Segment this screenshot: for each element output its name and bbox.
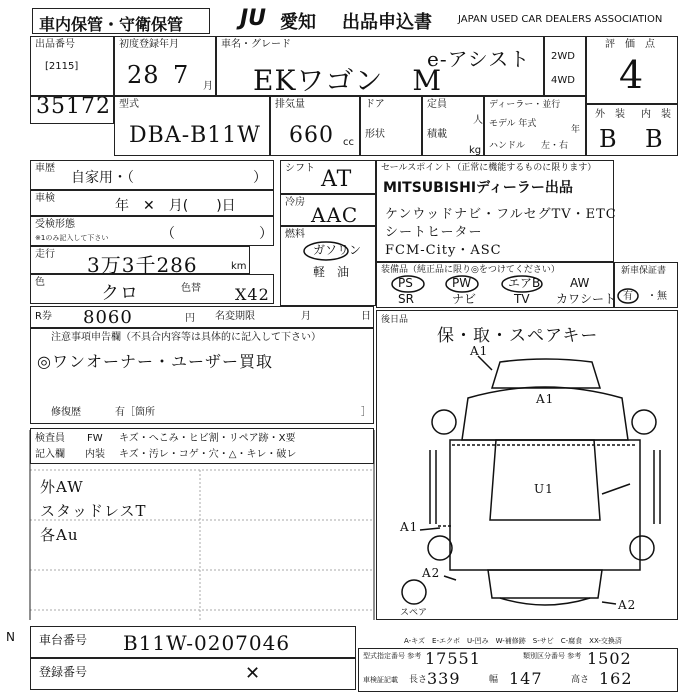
- damage-mark-left-rear: A2: [422, 566, 441, 580]
- inspector-label-2: 記入欄: [35, 449, 65, 460]
- model-cell: [114, 96, 270, 156]
- reg-month: 7: [173, 61, 190, 89]
- dealer-cell: [484, 96, 586, 156]
- car-cell: [216, 36, 544, 96]
- equip-navi: ナビ: [452, 292, 477, 306]
- door-cell: [360, 96, 422, 156]
- car-name: EKワゴン M: [253, 64, 443, 97]
- acceptance-note: ※1のみ記入して下さい: [35, 234, 109, 242]
- shape-label: 形状: [365, 129, 385, 140]
- load-unit: kg: [469, 145, 482, 156]
- history-close: ）: [253, 170, 267, 186]
- history-value: 自家用・（: [71, 170, 134, 186]
- eval-score: 4: [619, 53, 645, 97]
- handle-options: 左・右: [541, 141, 569, 151]
- equip-airbag: エアB: [508, 276, 541, 290]
- aircon-value: AAC: [311, 203, 359, 227]
- aircon-label: 冷房: [285, 197, 305, 208]
- equip-ps: PS: [398, 276, 413, 290]
- disp-unit: cc: [343, 137, 354, 148]
- lot-number-cell: [30, 96, 114, 124]
- inspection-value: 年 ✕ 月( )日: [115, 198, 236, 214]
- height-label: 高さ: [571, 675, 590, 685]
- lot-number: 35172: [36, 94, 111, 119]
- mileage-cell: [30, 246, 250, 277]
- damage-mark-front: A1: [470, 344, 489, 358]
- damage-mark-hood: A1: [536, 392, 555, 406]
- warranty-cell: [614, 262, 678, 308]
- hand-note-2: スタッドレスT: [40, 502, 147, 520]
- interior-label: 内 装: [641, 109, 671, 120]
- specify-value: 17551: [425, 649, 481, 668]
- equip-tv: TV: [514, 292, 530, 306]
- mileage-value: 3万3千286: [87, 253, 198, 277]
- equip-aw: AW: [570, 276, 590, 290]
- repair-close: ］: [361, 407, 371, 418]
- reg-num-value: ✕: [245, 663, 262, 684]
- damage-legend: A-キズ E-エクボ U-凹み W-補修跡 S-サビ C-腐食 XX-交換済: [404, 637, 622, 645]
- reg-year: 28: [127, 61, 160, 89]
- color-label: 色: [35, 277, 45, 288]
- eval-cell: [586, 36, 678, 104]
- sales-line-1: ケンウッドナビ・フルセグTV・ETC: [385, 207, 617, 222]
- hand-note-1: 外AW: [40, 478, 84, 496]
- fuel-diesel: 軽 油: [313, 265, 350, 279]
- color-cell: [30, 274, 274, 304]
- damage-mark-roof: U1: [534, 482, 554, 496]
- drive-cell: [544, 36, 586, 96]
- shift-value: AT: [321, 167, 353, 192]
- damage-mark-rear: A2: [618, 598, 637, 612]
- sales-line-3: FCM-City・ASC: [385, 243, 502, 258]
- car-label: 車名・グレード: [221, 39, 291, 50]
- transfer-label: 名変期限: [215, 311, 255, 322]
- warranty-no: ・無: [647, 291, 667, 302]
- acceptance-label: 受検形態: [35, 219, 75, 230]
- lot-sub: [2115]: [45, 61, 79, 72]
- chassis-label: 車台番号: [39, 633, 88, 647]
- reg-month-unit: 月: [203, 81, 213, 92]
- fuel-label: 燃料: [285, 229, 305, 240]
- inspector-row1-label: FW: [87, 433, 103, 444]
- inspection-label: 車検: [35, 193, 55, 204]
- drive-2wd: 2WD: [551, 51, 575, 62]
- sales-label: セールスポイント（正常に機能するものに限ります）: [381, 163, 597, 173]
- org-name: 愛知: [280, 12, 316, 33]
- model-value: DBA-B11W: [129, 123, 261, 148]
- door-label: ドア: [365, 99, 385, 110]
- year-unit: 年: [571, 125, 581, 135]
- interior-grade: B: [645, 125, 664, 153]
- exterior-label: 外 装: [595, 109, 625, 120]
- mileage-label: 走行: [35, 249, 55, 260]
- reg-cell: [114, 36, 216, 96]
- drive-4wd: 4WD: [551, 75, 575, 86]
- disp-label: 排気量: [275, 99, 305, 110]
- equip-sr: SR: [398, 292, 414, 306]
- notes-label: 注意事項申告欄（不具合内容等は具体的に記入して下さい）: [51, 332, 321, 343]
- acceptance-paren: （ ）: [161, 226, 273, 242]
- transfer-day: 日: [361, 311, 371, 322]
- rear-label: 後日品: [381, 315, 409, 325]
- cap-cell: [422, 96, 484, 156]
- cap-label: 定員: [427, 99, 447, 110]
- fuel-gasoline: ガソリン: [313, 243, 362, 257]
- left-margin-mark: N: [6, 630, 15, 644]
- storage-label: 車内保管・守衛保管: [39, 15, 184, 34]
- disp-cell: [270, 96, 360, 156]
- width-label: 幅: [489, 675, 499, 685]
- warranty-label: 新車保証書: [621, 266, 667, 276]
- eval-label: 評 価 点: [605, 39, 655, 50]
- inspector-cell: [30, 428, 374, 464]
- width-value: 147: [509, 669, 543, 688]
- equip-leather-seat: カワシート: [556, 292, 617, 306]
- recycle-label: R券: [35, 311, 52, 322]
- height-value: 162: [599, 669, 633, 688]
- warranty-yes: 有: [623, 291, 633, 302]
- sales-line-2: シートヒーター: [385, 225, 483, 240]
- vehicle-doc-cell: [358, 648, 678, 692]
- repair-label: 修復歴: [51, 407, 81, 418]
- rear-text: 保・取・スペアキー: [437, 326, 599, 346]
- inspector-row2-items: キズ・汚レ・コゲ・穴・△・キレ・破レ: [119, 449, 297, 460]
- chassis-cell: [30, 626, 356, 658]
- lot-label: 出品番号: [35, 39, 75, 50]
- color-value: クロ: [101, 283, 139, 304]
- category-value: 1502: [587, 649, 632, 668]
- transfer-month: 月: [301, 311, 311, 322]
- cap-unit: 人: [473, 115, 483, 126]
- history-label: 車歴: [35, 163, 55, 174]
- acceptance-cell: [30, 216, 274, 246]
- model-year-label: モデル 年式: [489, 119, 537, 129]
- storage-box: [32, 8, 210, 34]
- reg-num-cell: [30, 658, 356, 690]
- inspection-cell: [30, 190, 274, 216]
- recycle-yen: 円: [185, 313, 195, 324]
- ju-logo: JU: [240, 6, 267, 31]
- damage-mark-left: A1: [400, 520, 419, 534]
- color-code: X42: [235, 285, 270, 304]
- inspector-label-1: 検査員: [35, 433, 65, 444]
- grade-cell: [586, 104, 678, 156]
- repair-value: 有［箇所: [115, 407, 155, 418]
- specify-label: 型式指定番号 参考: [363, 652, 422, 660]
- notes-cell: [30, 328, 374, 424]
- sales-cell: [376, 160, 617, 262]
- recycle-value: 8060: [83, 307, 133, 328]
- association-name: JAPAN USED CAR DEALERS ASSOCIATION: [458, 14, 663, 25]
- handle-label: ハンドル: [489, 141, 526, 151]
- inspector-row2-label: 内装: [85, 449, 105, 460]
- category-label: 類別区分番号 参考: [523, 652, 582, 660]
- shift-cell: [280, 160, 376, 194]
- recycle-cell: [30, 306, 374, 328]
- fuel-cell: [280, 226, 376, 306]
- aircon-cell: [280, 194, 376, 226]
- chassis-value: B11W-0207046: [123, 631, 291, 655]
- color-change-label: 色替: [181, 283, 201, 294]
- spare-label: スペア: [400, 608, 428, 618]
- equip-label: 装備品（純正品に限り◎をつけてください）: [381, 265, 560, 275]
- dealer-label: ディーラー・並行: [489, 100, 561, 110]
- history-cell: [30, 160, 274, 190]
- mileage-unit: km: [231, 261, 247, 272]
- equip-pw: PW: [452, 276, 472, 290]
- sales-banner: MITSUBISHIディーラー出品: [383, 180, 573, 196]
- load-label: 積載: [427, 129, 447, 140]
- inspector-row1-items: キズ・へこみ・ヒビ割・リペア跡・X要: [119, 433, 296, 444]
- model-label: 型式: [119, 99, 139, 110]
- reg-num-label: 登録番号: [39, 665, 88, 679]
- length-value: 339: [427, 669, 461, 688]
- vehicle-doc-label: 車検証記載: [363, 676, 398, 684]
- disp-value: 660: [289, 123, 334, 148]
- shift-label: シフト: [285, 163, 315, 174]
- length-label: 長さ: [409, 675, 428, 685]
- car-grade: e-アシスト: [427, 47, 531, 71]
- form-title: 出品申込書: [342, 12, 432, 33]
- exterior-grade: B: [599, 125, 618, 153]
- notes-text: ◎ワンオーナー・ユーザー買取: [37, 352, 273, 371]
- reg-label: 初度登録年月: [119, 39, 179, 50]
- lot-cell: [30, 36, 114, 96]
- hand-note-3: 各Au: [40, 526, 79, 544]
